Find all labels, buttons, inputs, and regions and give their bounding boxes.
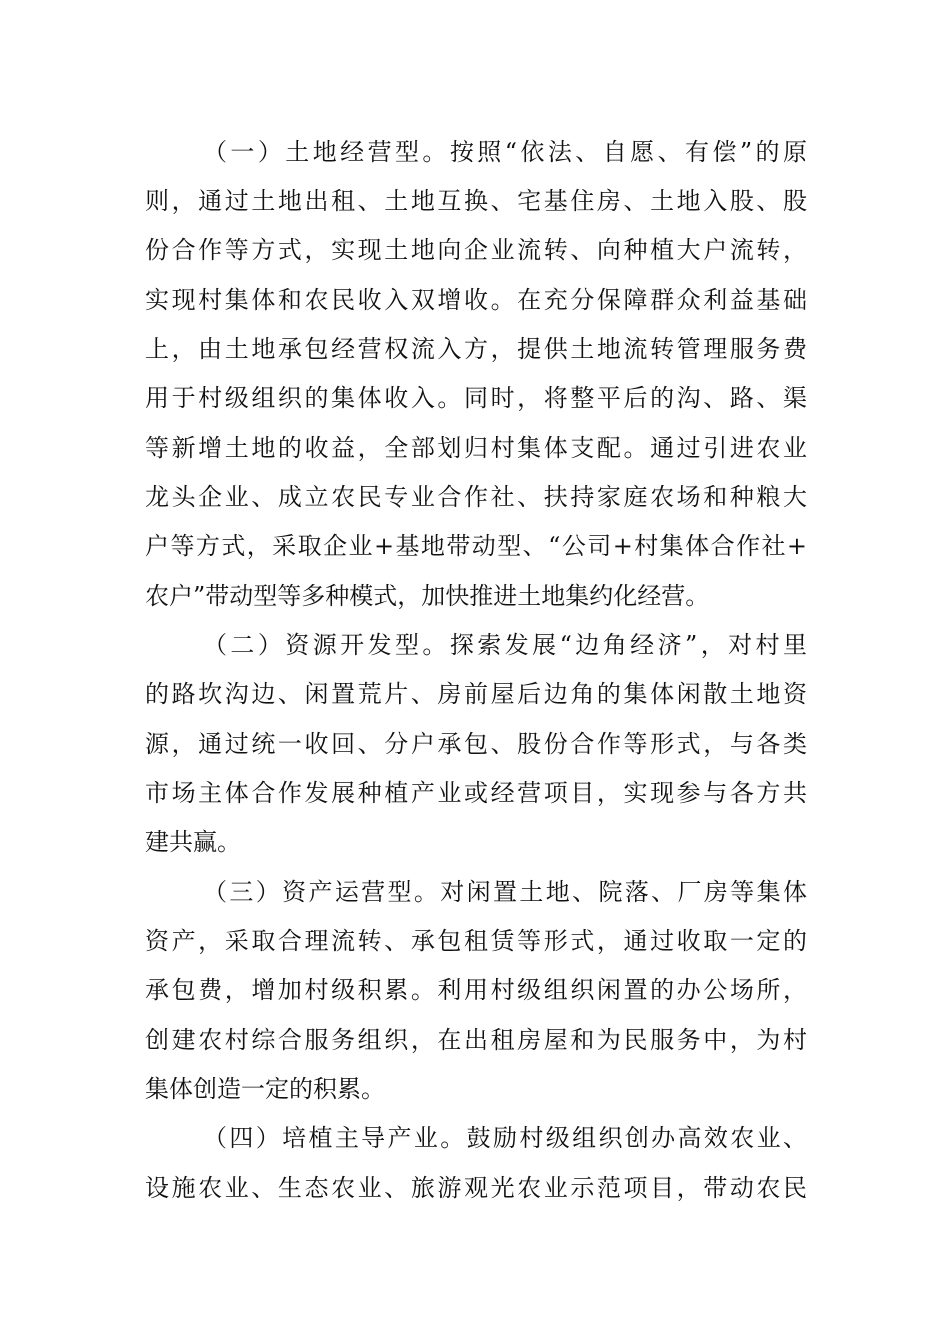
text-line: （二）资源开发型。探索发展“边角经济”，对村里 — [203, 631, 807, 659]
text-line: 用于村级组织的集体收入。同时，将整平后的沟、路、渠 — [145, 384, 807, 412]
text-line: 设施农业、生态农业、旅游观光农业示范项目，带动农民 — [145, 1174, 807, 1202]
text-line: 集体创造一定的积累。 — [145, 1075, 385, 1103]
text-line: 则，通过土地出租、土地互换、宅基住房、土地入股、股 — [145, 187, 807, 215]
text-line: 建共赢。 — [145, 828, 241, 856]
text-line: 市场主体合作发展种植产业或经营项目，实现参与各方共 — [145, 779, 807, 807]
text-line: 实现村集体和农民收入双增收。在充分保障群众利益基础 — [145, 286, 807, 314]
text-line: （一）土地经营型。按照“依法、自愿、有偿”的原 — [203, 138, 807, 166]
text-line: 资产，采取合理流转、承包租赁等形式，通过收取一定的 — [145, 927, 807, 955]
text-line: （四）培植主导产业。鼓励村级组织创办高效农业、 — [203, 1124, 807, 1152]
text-line: 承包费，增加村级积累。利用村级组织闲置的办公场所， — [145, 976, 807, 1004]
text-line: 户等方式，采取企业+基地带动型、“公司+村集体合作社+ — [145, 532, 807, 560]
text-line: 源，通过统一收回、分户承包、股份合作等形式，与各类 — [145, 730, 807, 758]
text-line: （三）资产运营型。对闲置土地、院落、厂房等集体 — [203, 878, 807, 906]
text-line: 龙头企业、成立农民专业合作社、扶持家庭农场和种粮大 — [145, 483, 807, 511]
text-line: 份合作等方式，实现土地向企业流转、向种植大户流转， — [145, 236, 807, 264]
text-line: 农户”带动型等多种模式，加快推进土地集约化经营。 — [145, 582, 710, 610]
text-line: 创建农村综合服务组织，在出租房屋和为民服务中，为村 — [145, 1026, 807, 1054]
text-line: 等新增土地的收益，全部划归村集体支配。通过引进农业 — [145, 434, 807, 462]
text-line: 的路坎沟边、闲置荒片、房前屋后边角的集体闲散土地资 — [145, 680, 807, 708]
text-line: 上，由土地承包经营权流入方，提供土地流转管理服务费 — [145, 335, 807, 363]
